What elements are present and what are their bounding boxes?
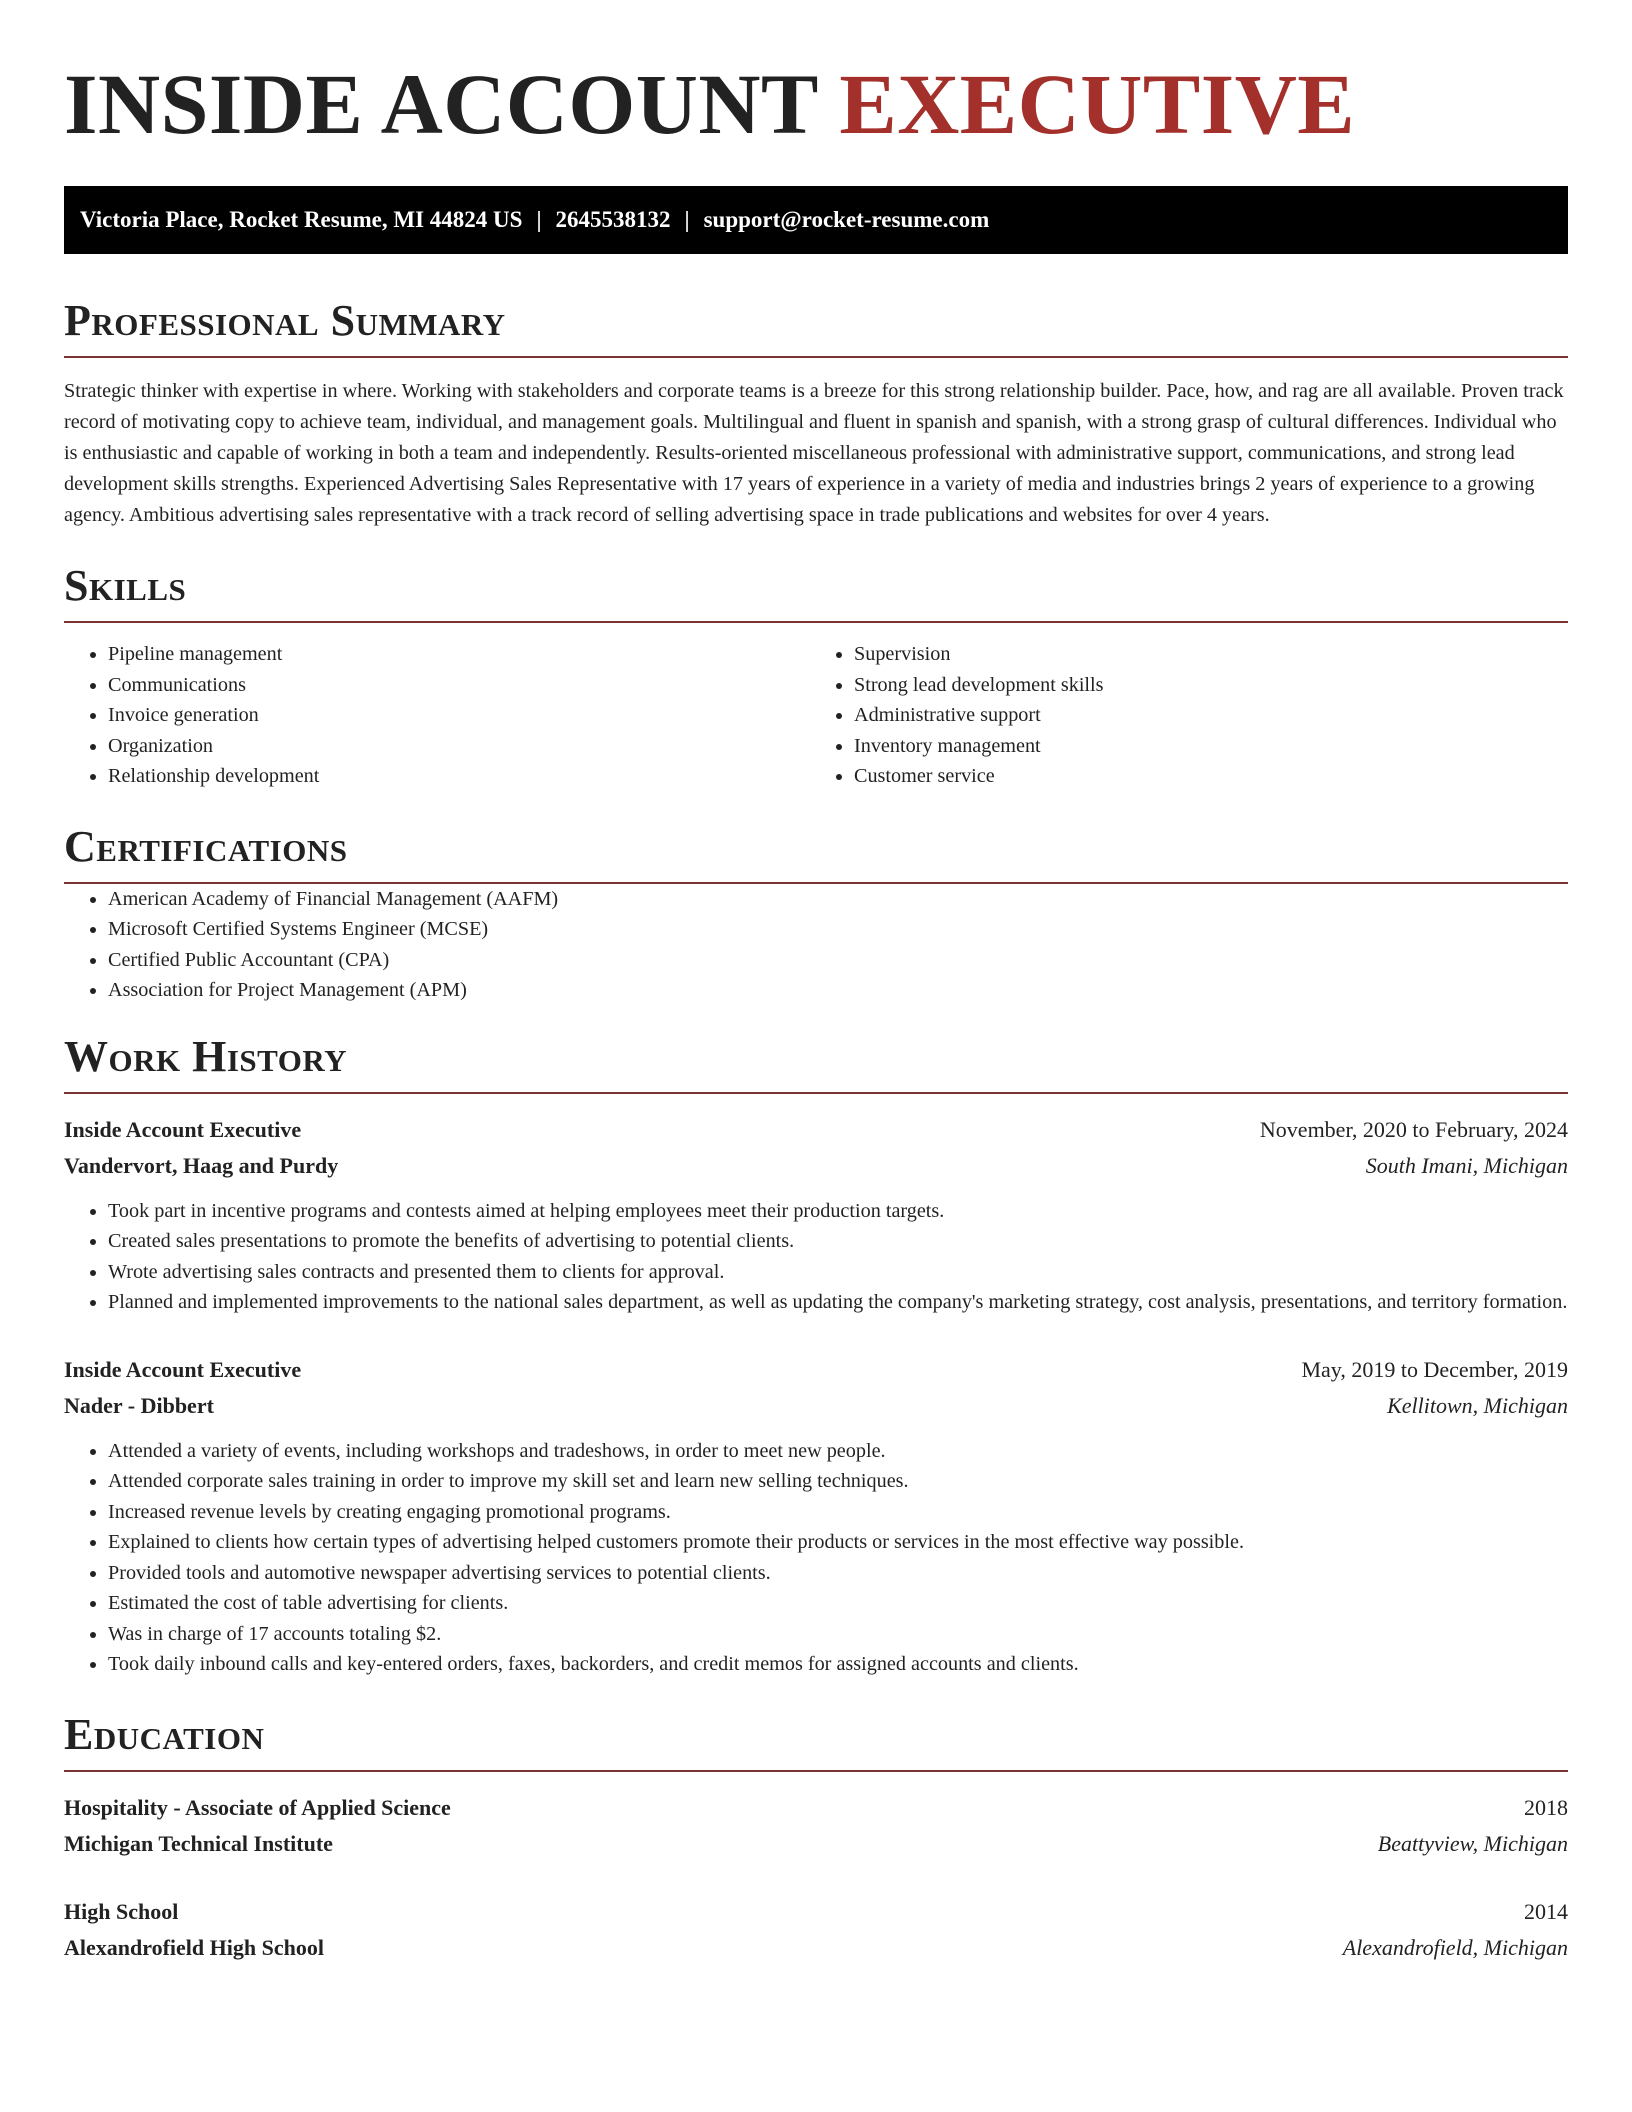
job-bullet: • Took daily inbound calls and key-entered orders, faxes, backorders, and credit memos for assigned accounts and clients. bbox=[108, 1649, 1568, 1680]
education-school: Alexandrofield High School bbox=[64, 1934, 324, 1960]
job-bullet: • Created sales presentations to promote the benefits of advertising to potential clients. bbox=[108, 1226, 1568, 1257]
job-bullet: • Attended a variety of events, including workshops and tradeshows, in order to meet new people. bbox=[108, 1436, 1568, 1467]
job-bullet: • Estimated the cost of table advertising for clients. bbox=[108, 1588, 1568, 1619]
education-entry bbox=[64, 1894, 1568, 1966]
job-title-row bbox=[64, 1112, 1568, 1148]
job-bullet: • Explained to clients how certain types of advertising helped customers promote their products or services in the most effective way possible. bbox=[108, 1527, 1568, 1558]
certification-item: • Microsoft Certified Systems Engineer (MCSE) bbox=[108, 914, 1568, 945]
education-location: Alexandrofield, Michigan bbox=[1342, 1934, 1568, 1960]
section-heading-skills: Skills bbox=[64, 561, 1568, 623]
education-school-row bbox=[64, 1930, 1568, 1966]
skill-item: • Strong lead development skills bbox=[854, 670, 1568, 701]
education-degree-row bbox=[64, 1790, 1568, 1826]
summary-text: Strategic thinker with expertise in where. Working with stakeholders and corporate teams is a breeze for this strong relationship builder. Pace, how, and rag are all available. Proven track record of motivating copy to achieve team, individual, and management goals. Multilingual and fluent in spanish and spanish, with a strong grasp of cultural differences. Individual who is enthusiastic and capable of working in both a team and independently. Results-oriented miscellaneous professional with administrative support, communications, and strong lead development skills strengths. Experienced Advertising Sales Representative with 17 years of experience in a variety of media and industries brings 2 years of experience to a growing agency. Ambitious advertising sales representative with a track record of selling advertising space in trade publications and websites for over 4 years. bbox=[64, 380, 1564, 526]
certifications-list bbox=[64, 884, 1568, 1006]
section-heading-certifications: Certifications bbox=[64, 822, 1568, 884]
contact-address: Victoria Place, Rocket Resume, MI 44824 US bbox=[80, 207, 523, 232]
section-heading-summary: Professional Summary bbox=[64, 296, 1568, 358]
section-heading-education: Education bbox=[64, 1710, 1568, 1772]
job-bullet: • Increased revenue levels by creating engaging promotional programs. bbox=[108, 1497, 1568, 1528]
job-bullets bbox=[64, 1436, 1568, 1680]
contact-email[interactable]: support@rocket-resume.com bbox=[703, 207, 990, 232]
skill-item: • Administrative support bbox=[854, 700, 1568, 731]
skill-item: • Supervision bbox=[854, 639, 1568, 670]
contact-separator: | bbox=[536, 207, 542, 232]
title-part-1: INSIDE ACCOUNT bbox=[64, 56, 818, 152]
job-bullet: • Provided tools and automotive newspaper advertising services to potential clients. bbox=[108, 1558, 1568, 1589]
skill-item: • Pipeline management bbox=[108, 639, 816, 670]
job-title: Inside Account Executive bbox=[64, 1356, 302, 1382]
contact-bar bbox=[64, 186, 1568, 254]
education-entry bbox=[64, 1790, 1568, 1862]
skill-item: • Relationship development bbox=[108, 761, 816, 792]
job-dates: May, 2019 to December, 2019 bbox=[1301, 1356, 1568, 1382]
job-bullet: • Planned and implemented improvements to the national sales department, as well as updating the company's marketing strategy, cost analysis, presentations, and territory formation. bbox=[108, 1287, 1568, 1318]
job-bullet: • Attended corporate sales training in order to improve my skill set and learn new selling techniques. bbox=[108, 1466, 1568, 1497]
job-dates: November, 2020 to February, 2024 bbox=[1259, 1116, 1568, 1142]
job-company-row bbox=[64, 1388, 1568, 1424]
job-company-row bbox=[64, 1148, 1568, 1184]
skill-item: • Customer service bbox=[854, 761, 1568, 792]
job-company: Nader - Dibbert bbox=[64, 1392, 214, 1418]
resume-title bbox=[64, 56, 1568, 152]
contact-separator: | bbox=[684, 207, 690, 232]
certification-item: • American Academy of Financial Management (AAFM) bbox=[108, 884, 1568, 915]
job-title: Inside Account Executive bbox=[64, 1116, 302, 1142]
skills-column-left bbox=[64, 639, 816, 792]
skills-column-right bbox=[816, 639, 1568, 792]
certification-item: • Certified Public Accountant (CPA) bbox=[108, 945, 1568, 976]
job-bullet: • Wrote advertising sales contracts and presented them to clients for approval. bbox=[108, 1257, 1568, 1288]
job-title-row bbox=[64, 1352, 1568, 1388]
job-bullet: • Was in charge of 17 accounts totaling $2. bbox=[108, 1619, 1568, 1650]
job-location: South Imani, Michigan bbox=[1365, 1152, 1568, 1178]
job-company: Vandervort, Haag and Purdy bbox=[64, 1152, 339, 1178]
job-bullets bbox=[64, 1196, 1568, 1318]
job-bullet: • Took part in incentive programs and contests aimed at helping employees meet their production targets. bbox=[108, 1196, 1568, 1227]
skill-item: • Organization bbox=[108, 731, 816, 762]
education-location: Beattyview, Michigan bbox=[1377, 1830, 1568, 1856]
education-degree: High School bbox=[64, 1898, 179, 1924]
education-school-row bbox=[64, 1826, 1568, 1862]
section-heading-work-history: Work History bbox=[64, 1032, 1568, 1094]
education-year: 2018 bbox=[1524, 1794, 1568, 1820]
skill-item: • Inventory management bbox=[854, 731, 1568, 762]
job-entry bbox=[64, 1112, 1568, 1318]
job-location: Kellitown, Michigan bbox=[1387, 1392, 1568, 1418]
education-degree-row bbox=[64, 1894, 1568, 1930]
skill-item: • Invoice generation bbox=[108, 700, 816, 731]
title-part-2: EXECUTIVE bbox=[839, 56, 1356, 152]
skills-list-left bbox=[64, 639, 816, 792]
contact-phone: 2645538132 bbox=[555, 207, 671, 232]
skills-list-right bbox=[816, 639, 1568, 792]
job-entry bbox=[64, 1352, 1568, 1680]
skills-grid bbox=[64, 639, 1568, 792]
education-degree: Hospitality - Associate of Applied Science bbox=[64, 1794, 451, 1820]
certification-item: • Association for Project Management (APM) bbox=[108, 975, 1568, 1006]
skill-item: • Communications bbox=[108, 670, 816, 701]
education-school: Michigan Technical Institute bbox=[64, 1830, 333, 1856]
education-year: 2014 bbox=[1524, 1898, 1568, 1924]
